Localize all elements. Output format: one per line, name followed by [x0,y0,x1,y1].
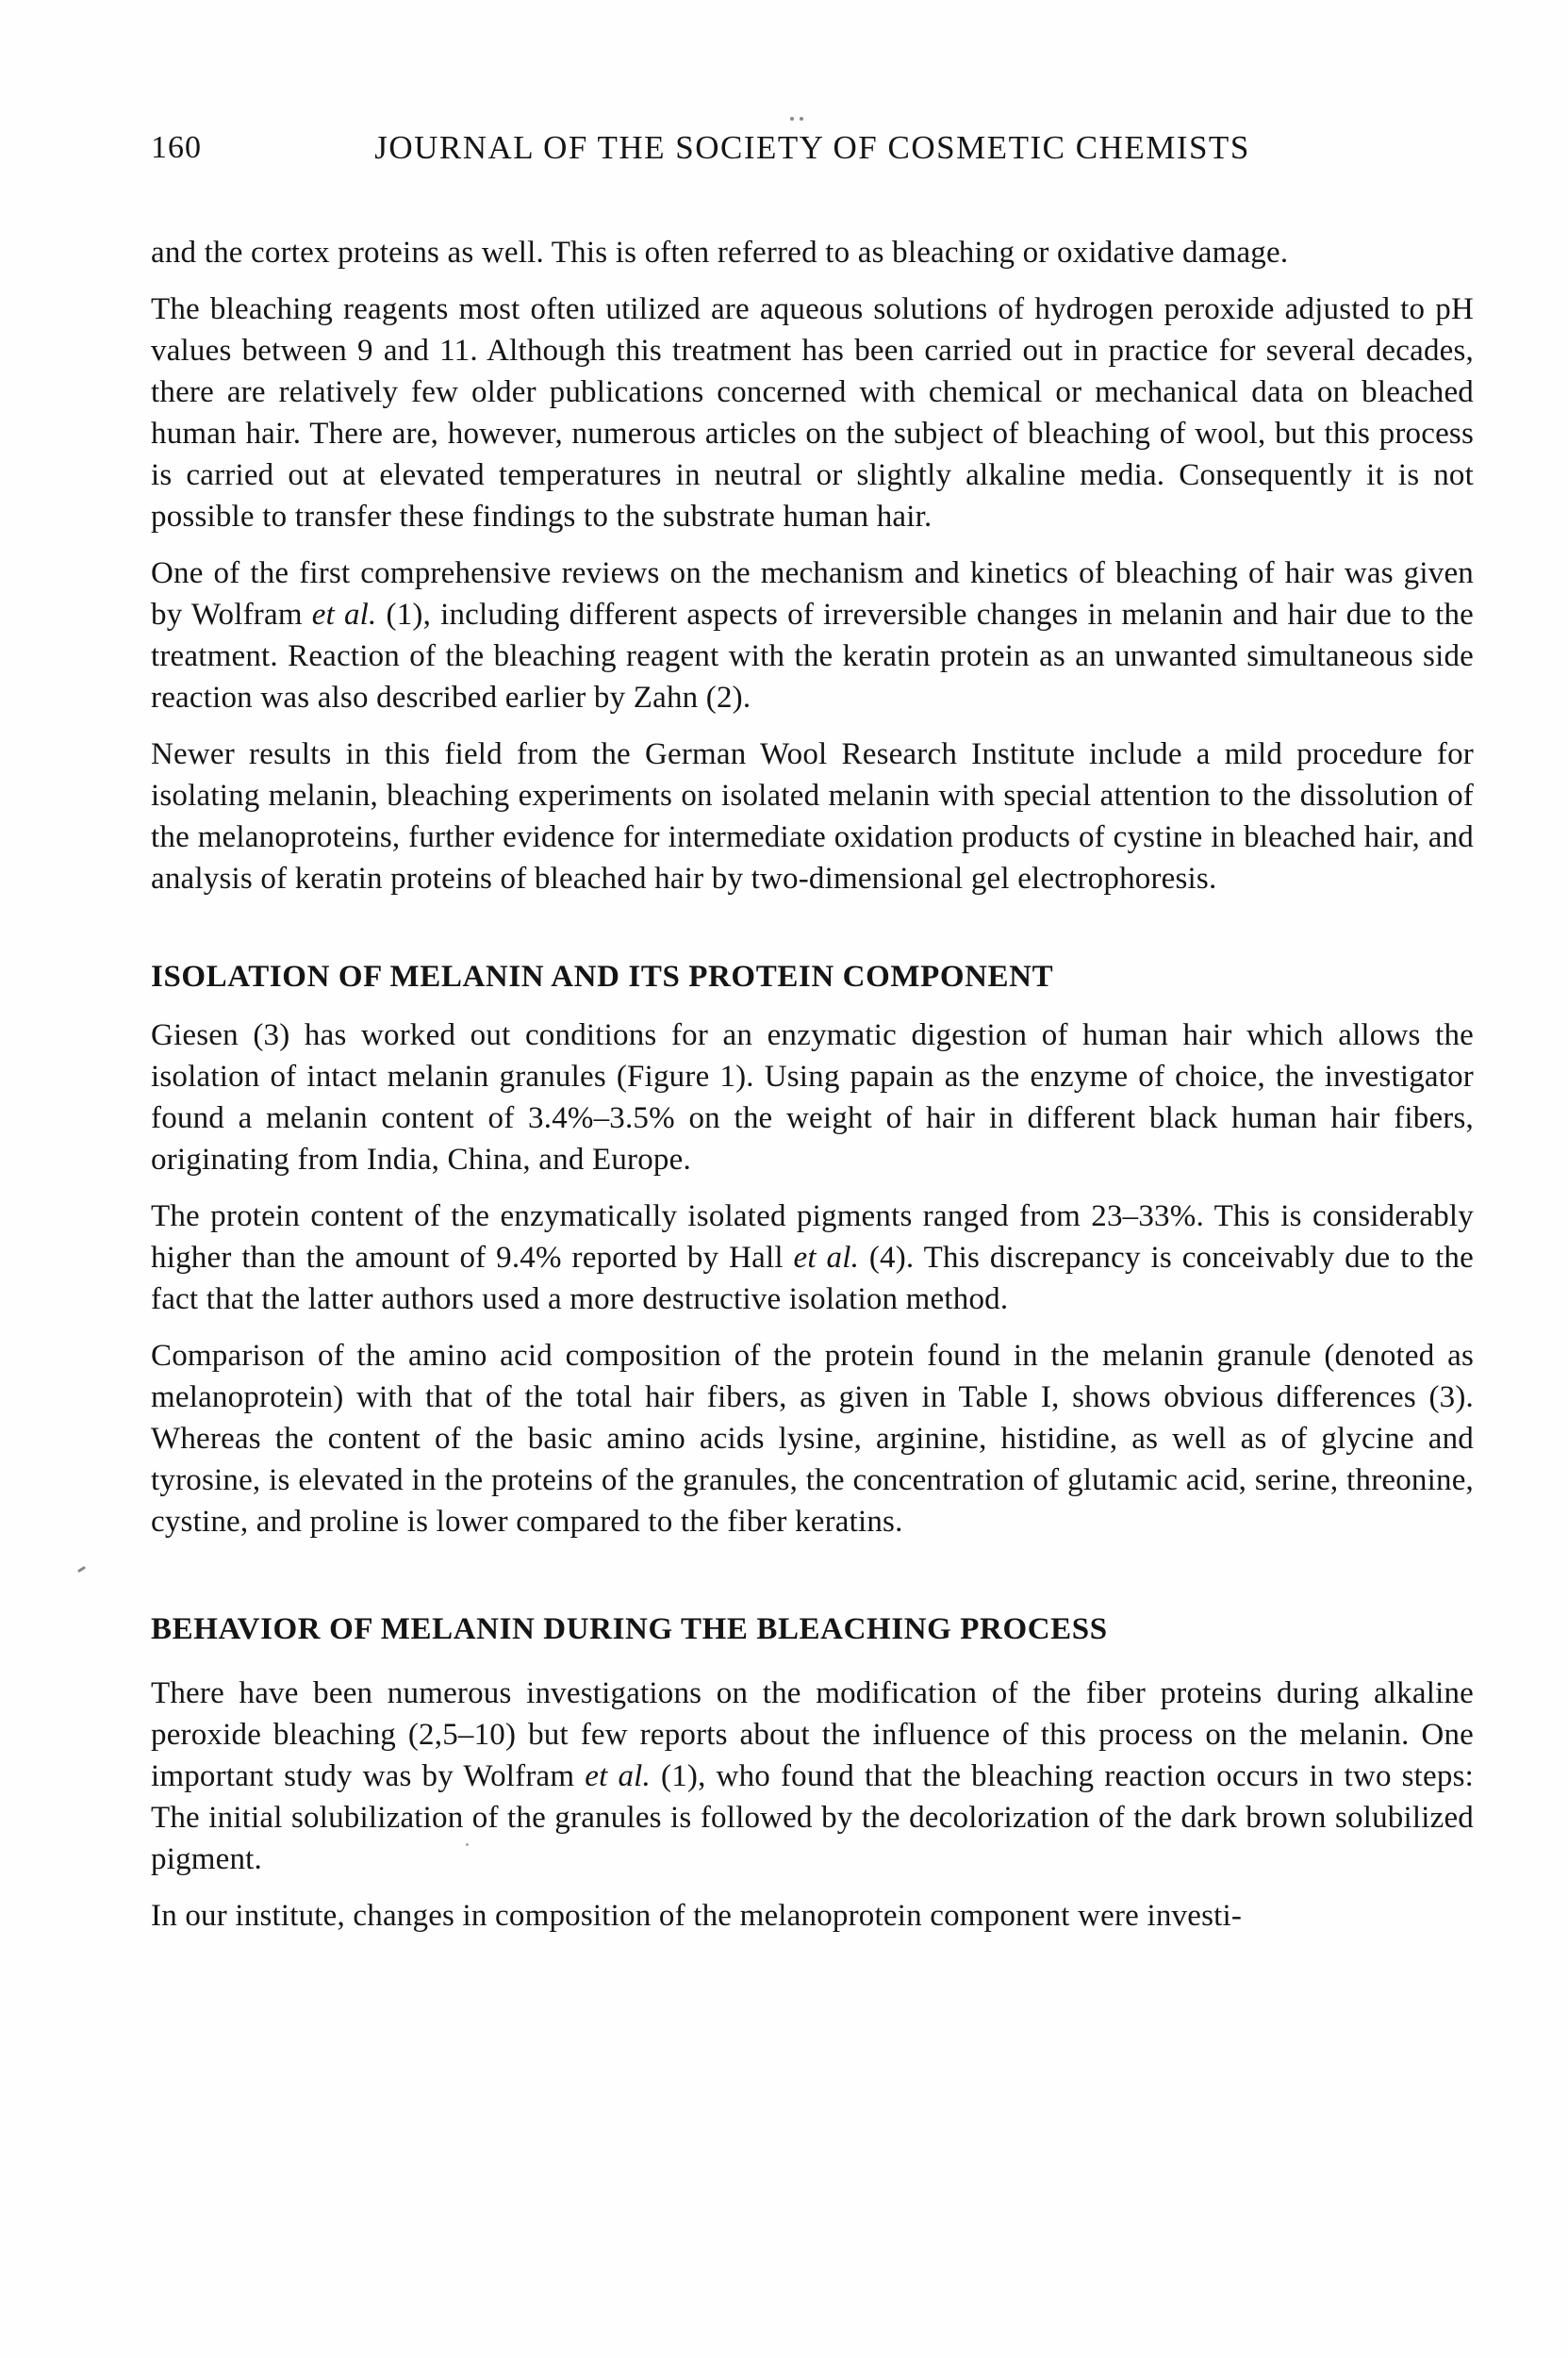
paragraph-wolfram-review [151,552,1474,718]
paragraph-text: In our institute, changes in composition of the melanoprotein component were investi- [151,1899,1243,1933]
paragraph-giesen-digestion [151,1014,1474,1180]
scan-artifact-tick [77,1566,86,1573]
paragraph-newer-results [151,734,1474,899]
paragraph-text: The bleaching reagents most often utilized are aqueous solutions of hydrogen peroxide adjusted to pH values between 9 and 11. Although this treatment has been carried out in practice for several decades, there are relatively few older publications concerned with chemical or mechanical data on bleached human hair. There are, however, numerous articles on the subject of bleaching of wool, but this process is carried out at elevated temperatures in neutral or slightly alkaline media. Consequently it is not possible to transfer these findings to the substrate human hair. [151,292,1474,534]
paragraph-text: (4). This discrepancy is conceivably due to the fact that the latter authors used a more destructive isolation method. [151,1241,1474,1316]
paragraph-text: (1), who found that the bleaching reaction occurs in two steps: The initial solubilization of the granules is followed by the decolorization of the dark brown solubilized pigment. [151,1759,1475,1876]
et-al-citation: et al. [793,1241,860,1275]
scan-artifact-dot [800,117,803,121]
paragraph-text: One of the first comprehensive reviews on the mechanism and kinetics of bleaching of hair was given by Wolfram [151,556,1474,632]
paragraph-text: Comparison of the amino acid composition of the protein found in the melanin granule (denoted as melanoprotein) with that of the total hair fibers, as given in Table I, shows obvious differences (3). Whereas the content of the basic amino acids lysine, arginine, histidine, as well as of glycine and tyrosine, is elevated in the proteins of the granules, the concentration of glutamic acid, serine, threonine, cystine, and proline is lower compared to the fiber keratins. [151,1339,1474,1539]
paragraph-bleaching-damage [151,232,1474,273]
paragraph-institute-changes [151,1895,1474,1937]
scan-artifact-speck [466,1843,469,1846]
paragraph-text: The protein content of the enzymatically isolated pigments ranged from 23–33%. This is considerably higher than the amount of 9.4% reported by Hall [151,1199,1474,1275]
paragraph-text: Giesen (3) has worked out conditions for an enzymatic digestion of human hair which allows the isolation of intact melanin granules (Figure 1). Using papain as the enzyme of choice, the investigator found a melanin content of 3.4%–3.5% on the weight of hair in different black human hair fibers, originating from India, China, and Europe. [151,1018,1474,1177]
section-heading-isolation: ISOLATION OF MELANIN AND ITS PROTEIN COMPONENT [151,960,1054,994]
scan-artifact-dot [790,117,794,121]
paragraph-text: There have been numerous investigations on the modification of the fiber proteins during alkaline peroxide bleaching (2,5–10) but few reports about the influence of this process on the melanin. One important study was by Wolfram [151,1676,1474,1793]
section-heading-behavior: BEHAVIOR OF MELANIN DURING THE BLEACHING PROCESS [151,1612,1108,1646]
paragraph-text: Newer results in this field from the German Wool Research Institute include a mild procedure for isolating melanin, bleaching experiments on isolated melanin with special attention to the dissolution of the melanoproteins, further evidence for intermediate oxidation products of cystine in bleached hair, and analysis of keratin proteins of bleached hair by two-dimensional gel electrophoresis. [151,737,1474,896]
paragraph-text: (1), including different aspects of irreversible changes in melanin and hair due to the treatment. Reaction of the bleaching reagent with the keratin protein as an unwanted simultaneous side reaction was also described earlier by Zahn (2). [151,598,1474,715]
paragraph-protein-content [151,1195,1474,1320]
paragraph-amino-acid-comparison [151,1335,1474,1542]
et-al-citation: et al. [585,1759,651,1793]
paragraph-text: and the cortex proteins as well. This is often referred to as bleaching or oxidative damage. [151,236,1289,270]
paragraph-bleaching-reagents [151,289,1474,537]
page-content [151,127,1474,1937]
page-number: 160 [151,130,202,165]
running-head [151,127,1474,169]
paragraph-bleaching-investigations [151,1673,1474,1880]
running-title: JOURNAL OF THE SOCIETY OF COSMETIC CHEMISTS [374,129,1250,166]
et-al-citation: et al. [311,598,377,632]
